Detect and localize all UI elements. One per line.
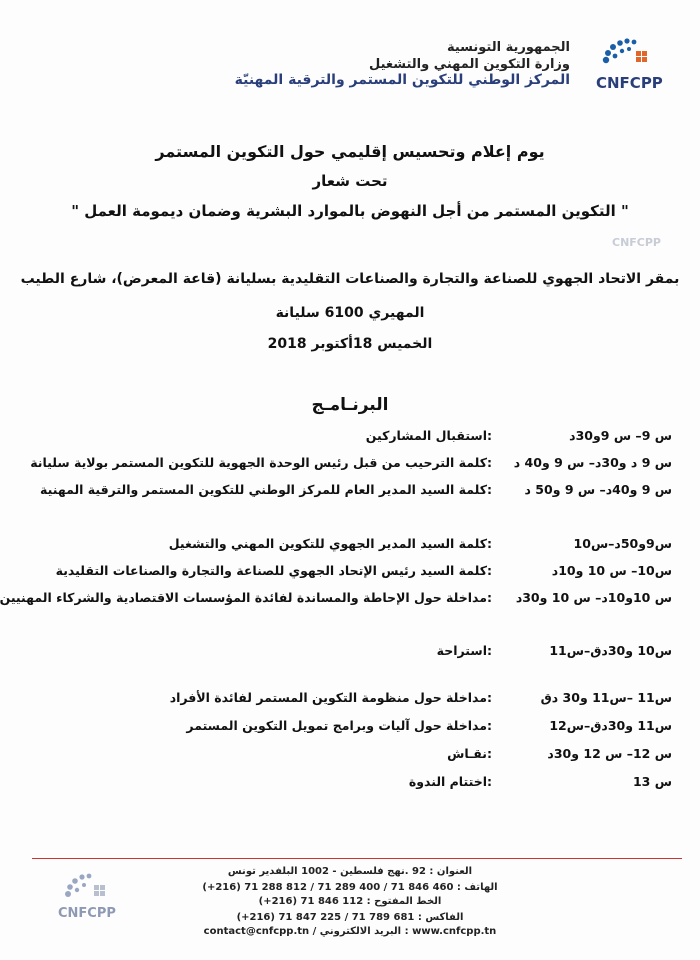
agenda-time: س 10و10د– س 10 و30د	[515, 590, 672, 605]
agenda-time: س 9 و40د– س 9 و50 د	[524, 482, 672, 497]
logo-mark-icon	[596, 36, 656, 72]
agenda-item: :كلمة السيد المدير العام للمركز الوطني للتكوين المستمر والترقية المهنية	[40, 482, 492, 497]
agenda-item: :كلمة السيد المدير الجهوي للتكوين المهني والتشغيل	[168, 536, 492, 551]
event-date: الخميس 18أكتوبر 2018	[267, 336, 433, 352]
agenda-item: :استقبال المشاركين	[365, 428, 492, 443]
agenda-time: س10 و30دق–س11	[549, 643, 672, 658]
agenda-row	[0, 536, 700, 556]
event-title: يوم إعلام وتحسيس إقليمي حول التكوين المستمر	[155, 142, 545, 161]
agenda-item: :مداخلة حول منظومة التكوين المستمر لفائدة الأفراد	[169, 690, 492, 705]
agenda-item: :نقـاش	[447, 746, 492, 761]
footer-phone: الهاتف : 460 846 71 / 400 289 71 / 812 288 71 (216+)	[202, 882, 498, 893]
footer-logo	[58, 872, 128, 928]
agenda-row	[0, 690, 700, 710]
watermark: CNFCPP	[612, 236, 661, 249]
agenda-time: س 9– س 9و30د	[569, 428, 672, 443]
agenda-item: :كلمة الترحيب من قبل رئيس الوحدة الجهوية للتكوين المستمر بولاية سليانة	[30, 455, 492, 470]
agenda-item: :كلمة السيد رئيس الإتحاد الجهوي للصناعة والتجارة والصناعات التقليدية	[55, 563, 492, 578]
footer-hotline: الخط المفتوح : 112 846 71 (216+)	[258, 896, 442, 907]
agenda-row	[0, 428, 700, 448]
agenda-row	[0, 590, 700, 610]
event-slogan: " التكوين المستمر من أجل النهوض بالموارد البشرية وضمان ديمومة العمل "	[71, 202, 629, 220]
event-subtitle: تحت شعار	[312, 172, 388, 190]
agenda-row	[0, 455, 700, 475]
agenda-row	[0, 643, 700, 663]
agenda-row	[0, 774, 700, 794]
agenda-time: س10– س 10 و10د	[551, 563, 672, 578]
cnfcpp-logo	[596, 36, 663, 92]
agenda-item: :استراحة	[436, 643, 492, 658]
agenda-item: :مداخلة حول آليات وبرامج تمويل التكوين المستمر	[186, 718, 492, 733]
footer-address: العنوان : 92 .نهج فلسطين - 1002 البلفدير تونس	[227, 866, 473, 877]
venue-line-1: بمقر الاتحاد الجهوي للصناعة والتجارة والصناعات التقليدية بسليانة (قاعة المعرض)، شارع الطيب	[20, 271, 680, 287]
logo-text: CNFCPP	[596, 74, 663, 92]
agenda-item: :مداخلة حول الإحاطة والمساندة لفائدة المؤسسات الاقتصادية والشركاء المهنيين	[0, 590, 492, 605]
footer-divider	[32, 858, 682, 859]
footer-logo-mark-icon	[58, 872, 118, 904]
header-center: المركز الوطني للتكوين المستمر والترقية المهنيّة	[234, 72, 570, 88]
agenda-item: :اختتام الندوة	[408, 774, 492, 789]
agenda-time: س11 و30دق–س12	[549, 718, 672, 733]
agenda-time: س11 –س11 و30 دق	[540, 690, 672, 705]
footer-contact-link[interactable]: contact@cnfcpp.tn / البريد الالكتروني : www.cnfcpp.tn	[203, 926, 497, 937]
venue-line-2: المهيري 6100 سليانة	[275, 305, 425, 321]
agenda-row	[0, 563, 700, 583]
agenda-row	[0, 482, 700, 502]
header-ministry: وزارة التكوين المهني والتشغيل	[369, 57, 570, 72]
program-title: البرنـامـج	[311, 395, 389, 415]
footer-fax: الفاكس : 681 789 71 / 225 847 71 (216+)	[236, 912, 464, 923]
agenda-time: س 13	[632, 774, 672, 789]
header-republic: الجمهورية التونسية	[446, 40, 570, 55]
agenda-time: س 12– س 12 و30د	[547, 746, 672, 761]
agenda-time: س 9 د و30د– س 9 و40 د	[513, 455, 672, 470]
agenda-time: س9و50د–س10	[573, 536, 672, 551]
footer-logo-text: CNFCPP	[58, 906, 116, 921]
agenda-row	[0, 718, 700, 738]
agenda-row	[0, 746, 700, 766]
